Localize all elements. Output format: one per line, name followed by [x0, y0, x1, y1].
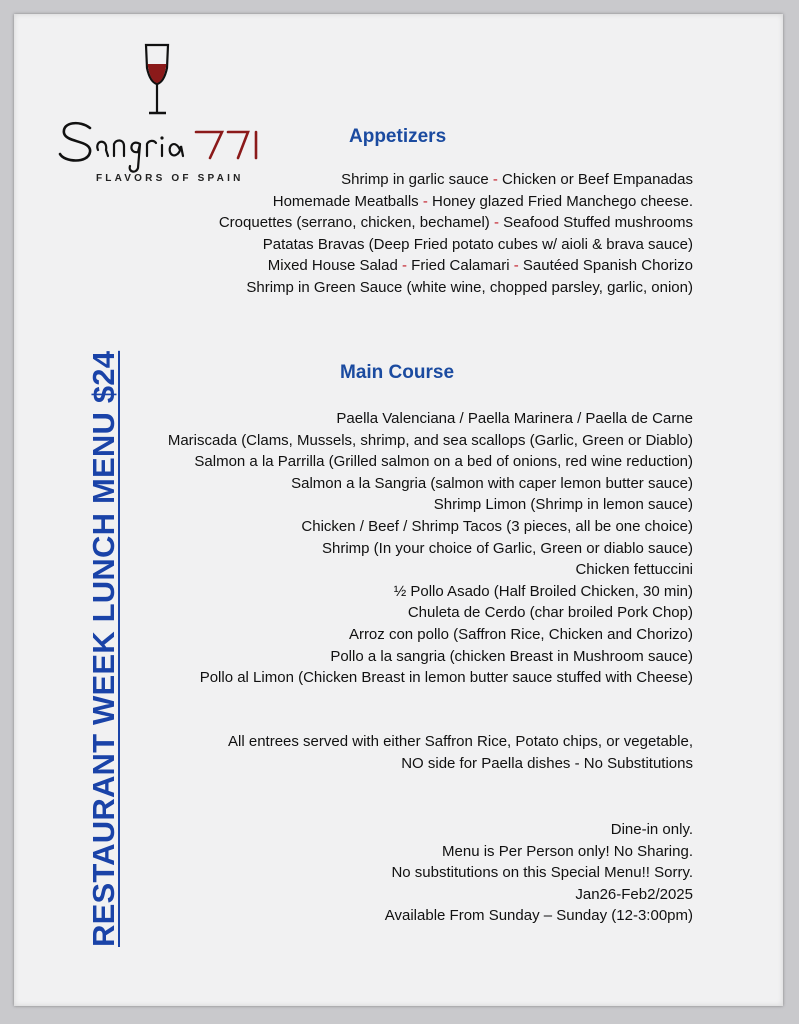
menu-info	[385, 819, 693, 927]
main-course-item: Pollo al Limon (Chicken Breast in lemon butter sauce stuffed with Cheese)	[199, 669, 693, 687]
info-line: Menu is Per Person only! No Sharing.	[442, 842, 693, 860]
appetizer-item: Fried Calamari	[411, 257, 510, 275]
info-line: Dine-in only.	[610, 821, 693, 838]
dash-separator: -	[418, 192, 432, 210]
main-course-item: Salmon a la Sangria (salmon with caper lemon butter sauce)	[291, 474, 693, 492]
appetizer-line	[219, 212, 693, 234]
sides-line: NO side for Paella dishes - No Substitutions	[401, 754, 693, 772]
main-course-item: Shrimp Limon (Shrimp in lemon sauce)	[433, 496, 693, 514]
info-line: Jan26-Feb2/2025	[575, 885, 693, 903]
appetizer-item: Mixed House Salad	[267, 257, 398, 275]
dash-separator: -	[488, 171, 503, 188]
appetizer-item: Patatas Bravas (Deep Fried potato cubes w/ aioli & brava sauce)	[262, 235, 693, 253]
appetizer-item: Seafood Stuffed mushrooms	[503, 214, 693, 232]
appetizer-line	[219, 191, 693, 213]
main-course-item: Shrimp (In your choice of Garlic, Green or diablo sauce)	[322, 539, 693, 557]
appetizer-item: Shrimp in Green Sauce (white wine, chopped parsley, garlic, onion)	[246, 278, 693, 296]
appetizer-item: Croquettes (serrano, chicken, bechamel)	[218, 214, 490, 232]
main-course-list	[168, 408, 693, 689]
main-course-heading: Main Course	[340, 362, 455, 383]
dash-separator: -	[397, 257, 412, 275]
appetizer-item: Shrimp in garlic sauce	[341, 171, 489, 188]
menu-page	[14, 14, 783, 1006]
main-course-item: Chicken fettuccini	[575, 561, 693, 579]
main-course-item: Chicken / Beef / Shrimp Tacos (3 pieces, all be one choice)	[301, 517, 693, 535]
appetizer-line	[219, 169, 693, 191]
sangria71-logo	[50, 40, 250, 190]
appetizer-item: Chicken or Beef Empanadas	[502, 171, 693, 188]
appetizer-line	[219, 234, 693, 256]
main-course-item: ½ Pollo Asado (Half Broiled Chicken, 30 min)	[393, 582, 693, 600]
appetizer-item: Homemade Meatballs	[272, 192, 419, 210]
dash-separator: -	[489, 214, 504, 232]
menu-title: RESTAURANT WEEK LUNCH MENU $24	[86, 350, 121, 947]
appetizers-list	[219, 169, 693, 299]
dash-separator: -	[509, 257, 523, 275]
main-course-item: Salmon a la Parrilla (Grilled salmon on a bed of onions, red wine reduction)	[194, 453, 693, 471]
appetizers-heading: Appetizers	[349, 126, 447, 147]
appetizer-line	[219, 255, 693, 277]
info-line: No substitutions on this Special Menu!! Sorry.	[391, 864, 693, 882]
info-line: Available From Sunday – Sunday (12-3:00pm)	[384, 907, 693, 925]
appetizer-line	[219, 277, 693, 299]
appetizer-item: Honey glazed Fried Manchego cheese.	[432, 192, 693, 210]
main-course-item: Mariscada (Clams, Mussels, shrimp, and sea scallops (Garlic, Green or Diablo)	[167, 431, 693, 449]
main-course-item: Arroz con pollo (Saffron Rice, Chicken and Chorizo)	[348, 625, 693, 643]
sides-note	[228, 731, 693, 774]
main-course-item: Chuleta de Cerdo (char broiled Pork Chop)	[407, 604, 693, 622]
sides-line: All entrees served with either Saffron Rice, Potato chips, or vegetable,	[228, 733, 693, 750]
appetizer-item: Sautéed Spanish Chorizo	[522, 257, 693, 275]
main-course-item: Pollo a la sangria (chicken Breast in Mushroom sauce)	[330, 647, 693, 665]
logo-tagline: FLAVORS OF SPAIN	[96, 173, 244, 184]
main-course-item: Paella Valenciana / Paella Marinera / Paella de Carne	[336, 410, 693, 427]
